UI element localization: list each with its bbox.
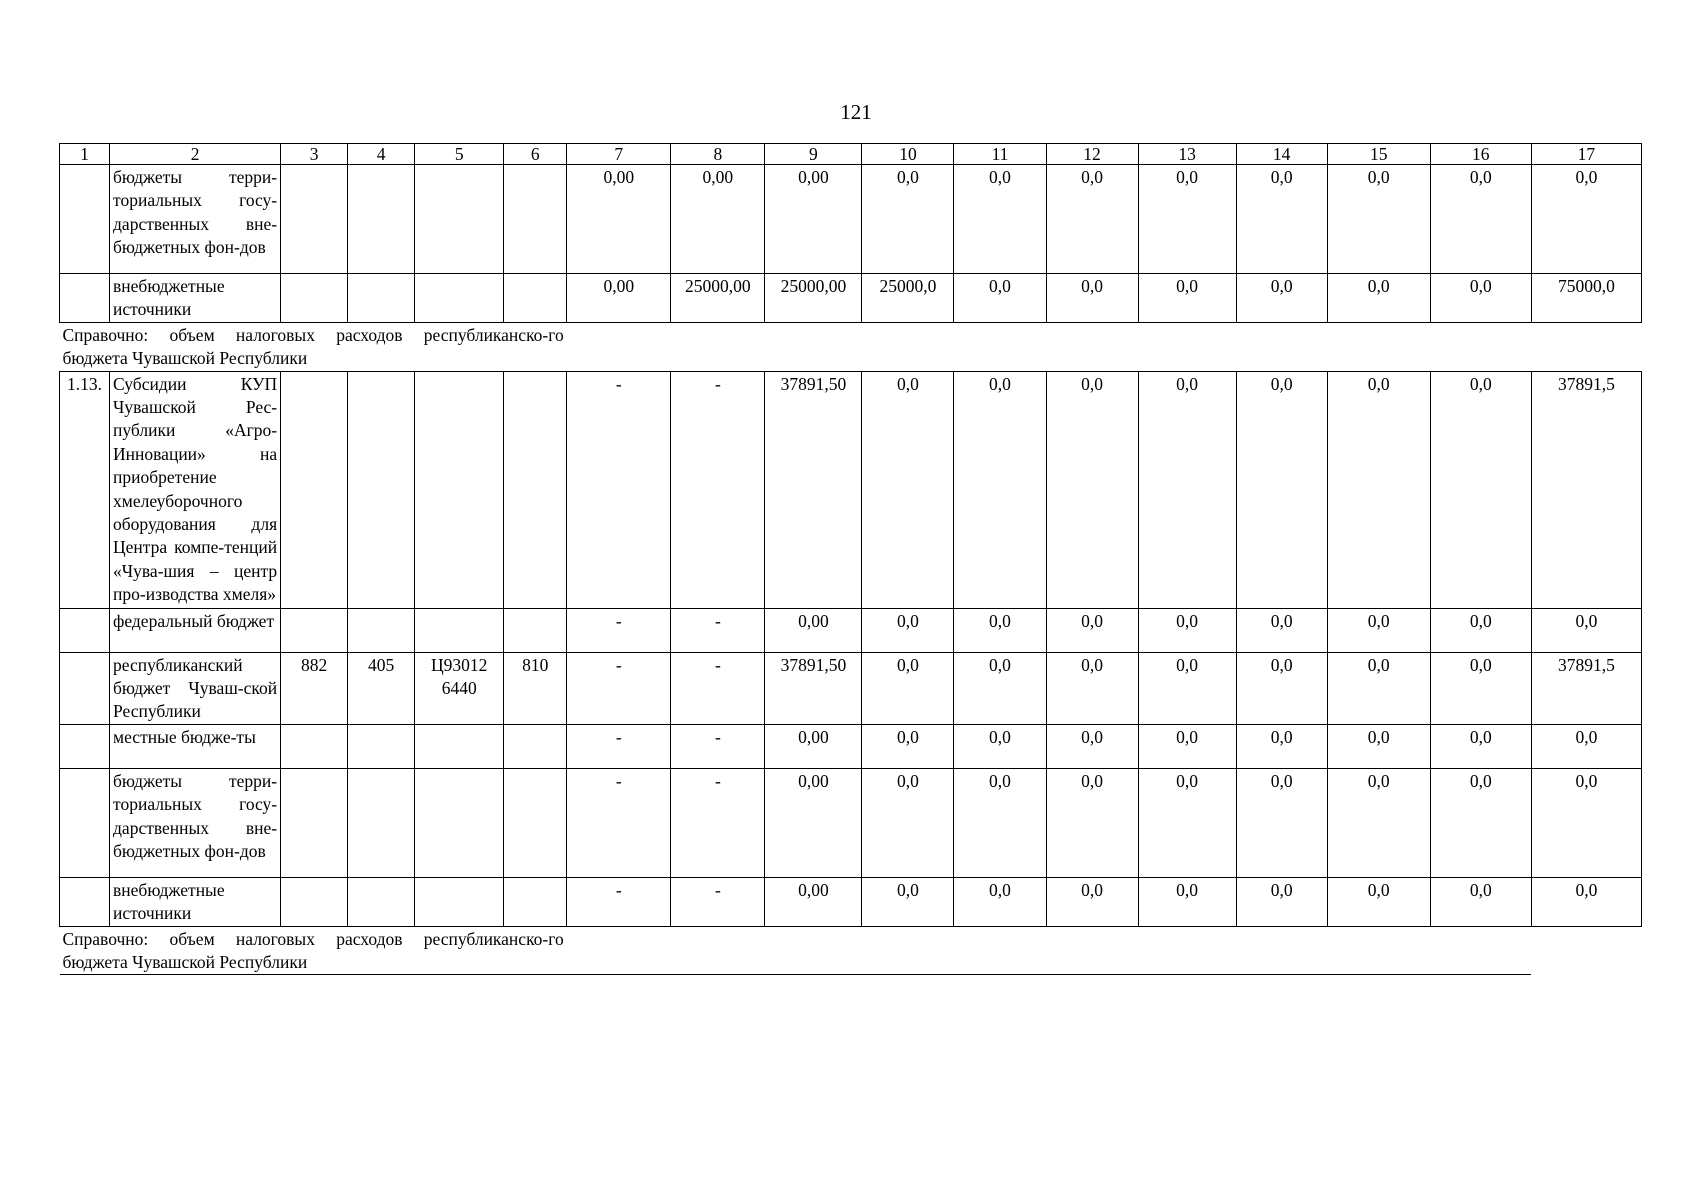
column-header: 2 [110, 144, 281, 165]
value-cell: 0,0 [1430, 274, 1531, 323]
column-header: 11 [954, 144, 1046, 165]
code-cell [348, 768, 415, 877]
value-cell: 0,0 [954, 274, 1046, 323]
value-cell: 0,0 [1430, 371, 1531, 608]
funding-source-name: республиканский бюджет Чуваш-ской Республики [110, 652, 281, 724]
column-header: 3 [281, 144, 348, 165]
page-number: 121 [840, 100, 872, 124]
value-cell: 0,0 [1327, 371, 1430, 608]
value-cell: 0,0 [1531, 608, 1641, 652]
value-cell: 0,0 [1236, 768, 1327, 877]
row-number [60, 165, 110, 274]
value-cell: 0,0 [1236, 652, 1327, 724]
code-cell: 810 [504, 652, 567, 724]
funding-source-name: бюджеты терри-ториальных госу-дарственных вне-бюджетных фон-дов [110, 768, 281, 877]
code-cell [281, 165, 348, 274]
code-cell [415, 371, 504, 608]
table-row [60, 608, 1642, 652]
table-row [60, 652, 1642, 724]
funding-source-name: бюджеты терри-ториальных госу-дарственных вне-бюджетных фон-дов [110, 165, 281, 274]
value-cell: 0,0 [1430, 652, 1531, 724]
value-cell: 0,0 [1531, 768, 1641, 877]
value-cell: 0,0 [954, 724, 1046, 768]
value-cell: 0,0 [1236, 274, 1327, 323]
value-cell: 0,00 [765, 165, 862, 274]
value-cell: 0,0 [954, 877, 1046, 926]
table-row [60, 371, 1642, 608]
value-cell: 0,0 [1138, 371, 1236, 608]
column-header: 10 [862, 144, 954, 165]
value-cell [1046, 322, 1138, 371]
column-header: 6 [504, 144, 567, 165]
table-body [60, 165, 1642, 975]
value-cell: - [567, 768, 671, 877]
value-cell: - [567, 371, 671, 608]
budget-table [59, 143, 1642, 975]
value-cell: 0,0 [1138, 652, 1236, 724]
value-cell: 0,0 [1046, 371, 1138, 608]
value-cell: 0,0 [1046, 274, 1138, 323]
funding-source-name: федеральный бюджет [110, 608, 281, 652]
value-cell: 0,0 [1430, 877, 1531, 926]
code-cell: Ц93012 6440 [415, 652, 504, 724]
value-cell: 0,0 [1430, 165, 1531, 274]
value-cell: 0,0 [954, 768, 1046, 877]
value-cell [1236, 926, 1327, 975]
value-cell: 0,00 [765, 724, 862, 768]
value-cell: 0,0 [1138, 768, 1236, 877]
funding-source-name: местные бюдже-ты [110, 724, 281, 768]
value-cell: 0,0 [1531, 165, 1641, 274]
value-cell [954, 926, 1046, 975]
value-cell: 0,0 [1138, 274, 1236, 323]
code-cell: 405 [348, 652, 415, 724]
code-cell [348, 877, 415, 926]
header-row [60, 144, 1642, 165]
row-number: 1.13. [60, 371, 110, 608]
code-cell [415, 768, 504, 877]
table-row [60, 165, 1642, 274]
code-cell [504, 724, 567, 768]
value-cell: 0,0 [1327, 165, 1430, 274]
value-cell: 0,0 [862, 768, 954, 877]
value-cell: 0,0 [1046, 608, 1138, 652]
row-number [60, 274, 110, 323]
code-cell [415, 274, 504, 323]
value-cell [1327, 926, 1430, 975]
value-cell [862, 322, 954, 371]
reference-note: Справочно: объем налоговых расходов республиканско-го бюджета Чувашской Республики [60, 322, 567, 371]
code-cell [348, 274, 415, 323]
value-cell: 0,0 [1138, 877, 1236, 926]
row-number [60, 877, 110, 926]
value-cell: 0,0 [1236, 165, 1327, 274]
value-cell: 25000,00 [765, 274, 862, 323]
value-cell [671, 322, 765, 371]
value-cell [567, 322, 671, 371]
code-cell [281, 274, 348, 323]
value-cell [765, 322, 862, 371]
value-cell [1430, 926, 1531, 975]
reference-note-row [60, 322, 1642, 371]
value-cell: 0,0 [1327, 652, 1430, 724]
code-cell [415, 608, 504, 652]
value-cell: 0,0 [1046, 652, 1138, 724]
column-header: 14 [1236, 144, 1327, 165]
value-cell: 0,00 [567, 165, 671, 274]
code-cell: 882 [281, 652, 348, 724]
value-cell: 0,0 [1046, 877, 1138, 926]
code-cell [415, 877, 504, 926]
value-cell: 0,0 [1236, 724, 1327, 768]
value-cell: 0,00 [765, 608, 862, 652]
value-cell: 0,0 [1327, 724, 1430, 768]
column-header: 5 [415, 144, 504, 165]
code-cell [504, 608, 567, 652]
code-cell [281, 608, 348, 652]
value-cell [1046, 926, 1138, 975]
value-cell: - [567, 724, 671, 768]
code-cell [415, 724, 504, 768]
value-cell: 0,0 [954, 608, 1046, 652]
value-cell: 37891,5 [1531, 371, 1641, 608]
column-header: 9 [765, 144, 862, 165]
code-cell [281, 877, 348, 926]
funding-source-name: Субсидии КУП Чувашской Рес-публики «Агро-Инновации» на приобретение хмелеуборочного оборудования для Центра компе-тенций «Чува-шия – центр про-изводства хмеля» [110, 371, 281, 608]
value-cell: 0,0 [1327, 768, 1430, 877]
value-cell [765, 926, 862, 975]
value-cell: 0,0 [1531, 877, 1641, 926]
value-cell [954, 322, 1046, 371]
value-cell: 0,0 [954, 371, 1046, 608]
code-cell [504, 274, 567, 323]
value-cell: - [567, 608, 671, 652]
value-cell: 0,0 [954, 652, 1046, 724]
value-cell: 0,0 [1046, 768, 1138, 877]
value-cell [671, 926, 765, 975]
funding-source-name: внебюджетные источники [110, 877, 281, 926]
code-cell [348, 724, 415, 768]
row-number [60, 652, 110, 724]
value-cell: 37891,50 [765, 652, 862, 724]
column-header: 16 [1430, 144, 1531, 165]
value-cell: 0,0 [1327, 877, 1430, 926]
value-cell: 0,0 [1236, 877, 1327, 926]
value-cell: 0,0 [1046, 165, 1138, 274]
value-cell [1327, 322, 1430, 371]
reference-note-row [60, 926, 1642, 975]
column-header: 12 [1046, 144, 1138, 165]
value-cell [1236, 322, 1327, 371]
value-cell: 37891,50 [765, 371, 862, 608]
code-cell [281, 724, 348, 768]
value-cell: 0,0 [1236, 608, 1327, 652]
value-cell: - [671, 768, 765, 877]
value-cell: 0,0 [1430, 768, 1531, 877]
table-row [60, 724, 1642, 768]
value-cell: 0,0 [1430, 608, 1531, 652]
value-cell: 0,0 [1046, 724, 1138, 768]
value-cell: - [567, 877, 671, 926]
value-cell: 0,0 [954, 165, 1046, 274]
table-row [60, 877, 1642, 926]
value-cell: 37891,5 [1531, 652, 1641, 724]
reference-note: Справочно: объем налоговых расходов республиканско-го бюджета Чувашской Республики [60, 926, 567, 975]
column-header: 7 [567, 144, 671, 165]
funding-source-name: внебюджетные источники [110, 274, 281, 323]
column-header: 8 [671, 144, 765, 165]
value-cell: 0,0 [862, 165, 954, 274]
code-cell [504, 877, 567, 926]
value-cell: 0,00 [567, 274, 671, 323]
value-cell: 0,0 [862, 608, 954, 652]
row-number [60, 724, 110, 768]
value-cell: 0,00 [671, 165, 765, 274]
value-cell [567, 926, 671, 975]
value-cell: 0,0 [1327, 608, 1430, 652]
table-row [60, 768, 1642, 877]
value-cell: 0,0 [862, 877, 954, 926]
value-cell: - [671, 608, 765, 652]
value-cell: 0,0 [1430, 724, 1531, 768]
column-header: 17 [1531, 144, 1641, 165]
value-cell: 0,0 [1236, 371, 1327, 608]
value-cell: 0,0 [862, 371, 954, 608]
value-cell: 0,0 [1327, 274, 1430, 323]
value-cell: - [671, 371, 765, 608]
value-cell: 25000,0 [862, 274, 954, 323]
value-cell: 0,0 [862, 652, 954, 724]
code-cell [504, 165, 567, 274]
value-cell: 25000,00 [671, 274, 765, 323]
column-header: 15 [1327, 144, 1430, 165]
value-cell: - [671, 877, 765, 926]
value-cell: 0,0 [1138, 165, 1236, 274]
code-cell [348, 165, 415, 274]
code-cell [348, 371, 415, 608]
value-cell: 0,00 [765, 877, 862, 926]
code-cell [504, 371, 567, 608]
table-row [60, 274, 1642, 323]
value-cell [1138, 926, 1236, 975]
column-header: 13 [1138, 144, 1236, 165]
value-cell: 0,0 [862, 724, 954, 768]
value-cell [1430, 322, 1531, 371]
value-cell [862, 926, 954, 975]
value-cell: - [671, 652, 765, 724]
value-cell: - [567, 652, 671, 724]
column-header: 1 [60, 144, 110, 165]
value-cell: - [671, 724, 765, 768]
code-cell [281, 768, 348, 877]
code-cell [281, 371, 348, 608]
value-cell: 0,00 [765, 768, 862, 877]
value-cell [1138, 322, 1236, 371]
value-cell: 0,0 [1138, 608, 1236, 652]
column-header: 4 [348, 144, 415, 165]
row-number [60, 608, 110, 652]
code-cell [415, 165, 504, 274]
value-cell: 0,0 [1531, 724, 1641, 768]
row-number [60, 768, 110, 877]
value-cell: 75000,0 [1531, 274, 1641, 323]
value-cell: 0,0 [1138, 724, 1236, 768]
code-cell [348, 608, 415, 652]
code-cell [504, 768, 567, 877]
